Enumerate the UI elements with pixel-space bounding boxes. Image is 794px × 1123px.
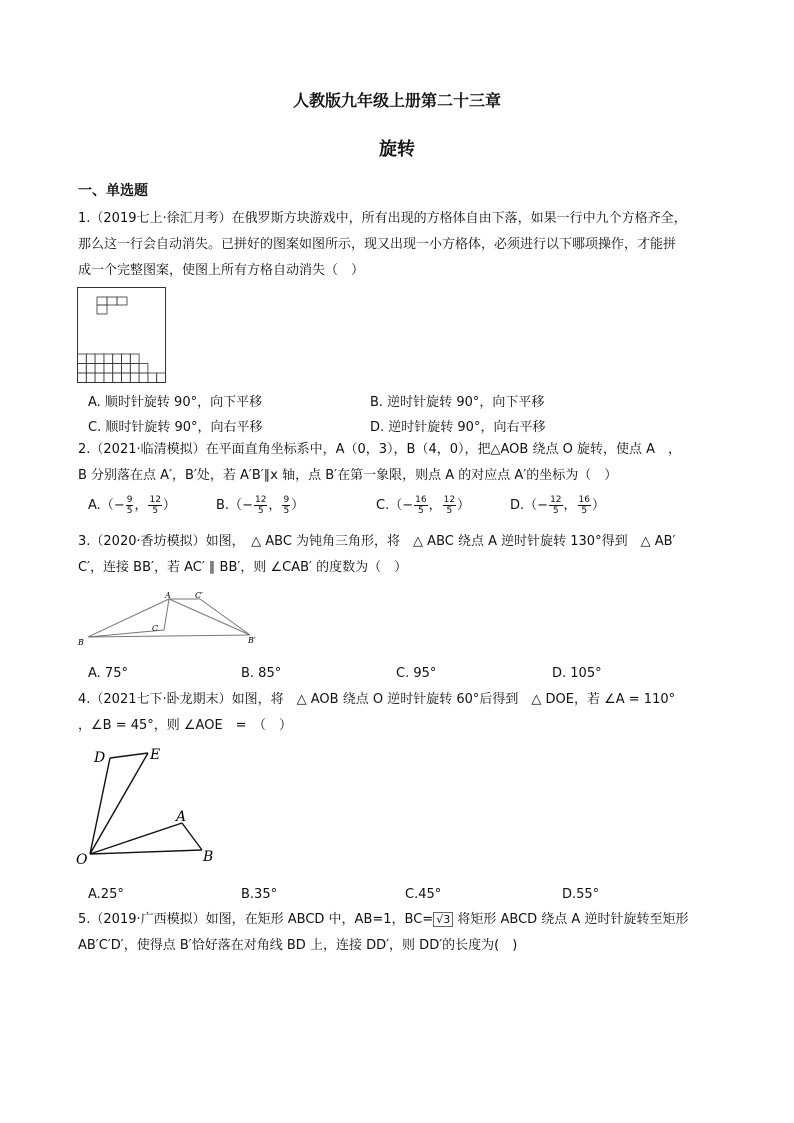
grid-cell — [104, 373, 113, 383]
q3-option-d: D. 105° — [552, 666, 602, 681]
grid-cell — [130, 354, 139, 364]
grid-cell — [130, 364, 139, 374]
q1-line-2: 那么这一行会自动消失。已拼好的图案如图所示，现又出现一小方格体，必须进行以下哪项操作，才能拼 — [78, 237, 677, 252]
grid-cell — [95, 373, 104, 383]
q1-option-a: A. 顺时针旋转 90°，向下平移 — [88, 395, 263, 410]
grid-cell — [122, 364, 131, 374]
q5-line-2: AB′C′D′，使得点 B′恰好落在对角线 BD 上，连接 DD′，则 DD′的长度为( ) — [78, 938, 518, 953]
q4-line-2: ，∠B = 45°，则 ∠AOE = （ ） — [78, 718, 293, 733]
grid-cell — [86, 364, 95, 374]
grid-cell — [104, 354, 113, 364]
document-subtitle: 旋转 — [379, 139, 415, 160]
grid-cell — [95, 364, 104, 374]
q3-line-1: 3.（2020·香坊模拟）如图， △ ABC 为钝角三角形，将 △ ABC 绕点 A 逆时针旋转 130°得到 △ AB′ — [78, 534, 676, 549]
grid-cell — [113, 354, 122, 364]
q4-rotation-figure — [72, 742, 222, 867]
grid-cell — [130, 373, 139, 383]
grid-cell — [122, 354, 131, 364]
grid-cell — [122, 373, 131, 383]
q1-tetris-figure — [77, 287, 167, 385]
q4-label-a: A — [176, 809, 187, 825]
grid-cell — [78, 364, 87, 374]
grid-cell — [157, 373, 166, 383]
q4-option-c: C.45° — [405, 887, 442, 902]
q4-label-d: D — [94, 750, 106, 766]
q2-option-c: C.（− $\frac{16}{5}$ ， $\frac{12}{5}$ ） — [376, 495, 471, 516]
q1-line-3: 成一个完整图案，使图上所有方格自动消失（ ） — [78, 263, 365, 278]
grid-cell — [78, 354, 87, 364]
grid-cell — [104, 364, 113, 374]
grid-cell — [95, 354, 104, 364]
q4-line-1: 4.（2021七下·卧龙期末）如图，将 △ AOB 绕点 O 逆时针旋转 60°后得到 △ DOE，若 ∠A = 110° — [78, 692, 676, 707]
grid-cell — [86, 373, 95, 383]
grid-cell — [148, 373, 157, 383]
q3-triangle-figure — [74, 588, 264, 650]
section-heading: 一、单选题 — [78, 183, 148, 199]
q2-line-2: B 分别落在点 A′，B′处，若 A′B′∥x 轴，点 B′在第一象限，则点 A 的对应点 A′的坐标为（ ） — [78, 468, 618, 483]
q3-label-c: C — [152, 624, 159, 633]
q5-line-1: 5.（2019·广西模拟）如图，在矩形 ABCD 中，AB=1，BC= √3 将矩形 ABCD 绕点 A 逆时针旋转至矩形 — [78, 912, 689, 927]
q2-option-a: A.（− $\frac{9}{5}$ ， $\frac{12}{5}$ ） — [88, 495, 176, 516]
q4-option-d: D.55° — [562, 887, 600, 902]
q2-option-d: D.（− $\frac{12}{5}$ ， $\frac{16}{5}$ ） — [510, 495, 605, 516]
q1-option-c: C. 顺时针旋转 90°，向右平移 — [88, 420, 263, 435]
q3-option-a: A. 75° — [88, 666, 128, 681]
sqrt-symbol: √3 — [433, 912, 453, 927]
q3-label-a: A — [165, 591, 171, 600]
grid-cell — [139, 373, 148, 383]
grid-cell — [139, 364, 148, 374]
q4-option-a: A.25° — [88, 887, 124, 902]
q2-line-1: 2.（2021·临清模拟）在平面直角坐标系中，A（0，3），B（4，0），把△AOB 绕点 O 旋转，使点 A ， — [78, 442, 681, 457]
q3-label-b: B — [78, 638, 84, 647]
q1-option-b: B. 逆时针旋转 90°，向下平移 — [370, 395, 545, 410]
q1-option-d: D. 逆时针旋转 90°，向右平移 — [370, 420, 546, 435]
grid-cell — [113, 373, 122, 383]
q1-line-1: 1.（2019七上·徐汇月考）在俄罗斯方块游戏中，所有出现的方格体自由下落，如果一行中九个方格齐全， — [78, 211, 687, 226]
q3-option-c: C. 95° — [396, 666, 437, 681]
document-title: 人教版九年级上册第二十三章 — [292, 91, 501, 110]
q4-label-e: E — [150, 747, 161, 763]
q2-option-b: B.（− $\frac{12}{5}$ ， $\frac{9}{5}$ ） — [216, 495, 305, 516]
q3-option-b: B. 85° — [241, 666, 282, 681]
q4-label-b: B — [203, 849, 214, 865]
q3-line-2: C′，连接 BB′，若 AC′ ∥ BB′，则 ∠CAB′ 的度数为（ ） — [78, 560, 408, 575]
q4-label-o: O — [76, 852, 88, 867]
q3-label-c-prime: C′ — [195, 591, 203, 600]
q3-label-b-prime: B′ — [248, 636, 256, 645]
grid-cell — [86, 354, 95, 364]
q4-option-b: B.35° — [241, 887, 278, 902]
grid-cell — [113, 364, 122, 374]
grid-cell — [78, 373, 87, 383]
